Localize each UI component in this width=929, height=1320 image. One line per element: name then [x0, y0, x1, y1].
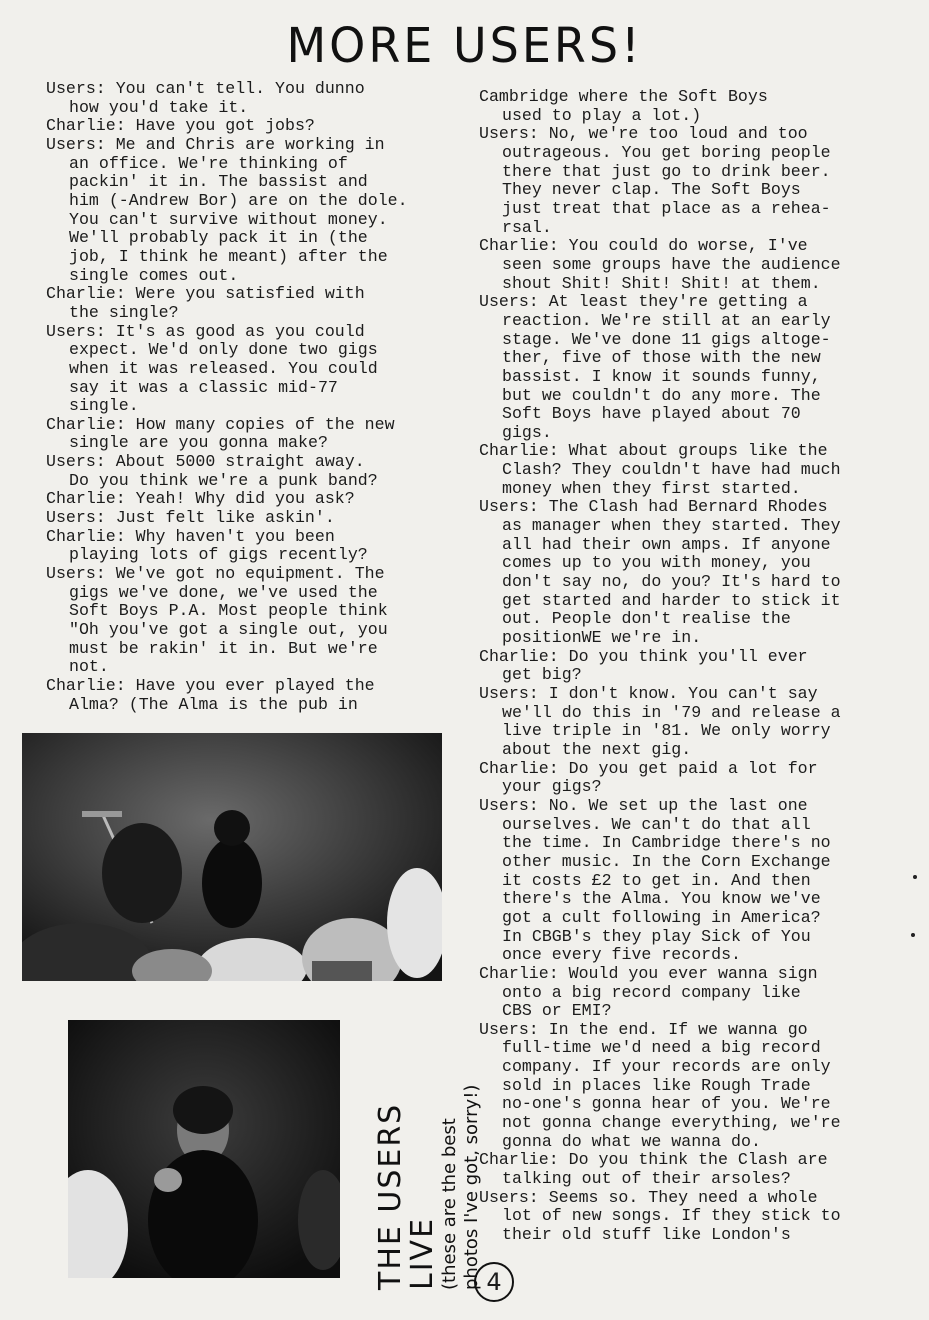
interview-paragraph: Users: I don't know. You can't say we'll do this in '79 and release a live triple in '81. We only worry about the next gig.: [479, 684, 841, 759]
interview-paragraph: Charlie: Were you satisfied with the single?: [46, 284, 365, 322]
interview-paragraph: Charlie: Do you think the Clash are talking out of their arsoles?: [479, 1150, 828, 1189]
interview-column-right: [479, 88, 899, 1245]
interview-paragraph: Users: Just felt like askin'.: [46, 508, 335, 528]
interview-paragraph: Users: No. We set up the last one ourselves. We can't do that all the time. In Cambridge there's no other music. In the Corn Exchange it costs £2 to get in. And then there's the Alma. You know we've got a cult following in America? In CBGB's they play Sick of You once every five records.: [479, 795, 831, 965]
interview-column-left: [46, 80, 466, 714]
caption-sub-line-1: (these are the best: [439, 1118, 460, 1290]
margin-mark: [911, 933, 915, 937]
interview-paragraph: Users: We've got no equipment. The gigs we've done, we've used the Soft Boys P.A. Most people think "Oh you've got a single out, you must be rakin' it in. But we're not.: [46, 564, 388, 677]
interview-paragraph: Charlie: How many copies of the new single are you gonna make?: [46, 414, 395, 453]
interview-paragraph: Users: Me and Chris are working in an office. We're thinking of packin' it in. The bassist and him (-Andrew Bor) are on the dole. You can't survive without money. We'll probably pack it in (the job, I think he meant) after the single comes out.: [46, 134, 408, 285]
margin-mark: [913, 875, 917, 879]
interview-paragraph: Users: No, we're too loud and too outrageous. You get boring people there that just go to drink beer. They never clap. The Soft Boys just treat that place as a rehea- rsal.: [479, 124, 831, 237]
band-live-photo-2: [68, 1020, 340, 1278]
interview-paragraph: Users: It's as good as you could expect. We'd only done two gigs when it was released. You could say it was a classic mid-77 single.: [46, 321, 378, 416]
interview-paragraph: Users: At least they're getting a reaction. We're still at an early stage. We've done 11 gigs altoge- ther, five of those with the new bassist. I know it sounds funny, but we couldn't do any more. The Soft Boys have played about 70 gigs.: [479, 292, 831, 442]
interview-paragraph: Charlie: You could do worse, I've seen some groups have the audience shout Shit! Shit! Shit! at them.: [479, 236, 841, 293]
interview-paragraph: Charlie: Do you get paid a lot for your gigs?: [479, 758, 818, 797]
interview-paragraph: Charlie: Have you ever played the Alma? (The Alma is the pub in: [46, 676, 375, 714]
interview-paragraph: Users: Seems so. They need a whole lot of new songs. If they stick to their old stuff like London's: [479, 1187, 841, 1245]
interview-paragraph: Charlie: What about groups like the Clash? They couldn't have had much money when they first started.: [479, 441, 841, 498]
interview-paragraph: Charlie: Do you think you'll ever get big?: [479, 646, 808, 685]
interview-paragraph: Charlie: Would you ever wanna sign onto a big record company like CBS or EMI?: [479, 963, 818, 1021]
interview-paragraph: Cambridge where the Soft Boys used to play a lot.): [479, 87, 768, 125]
band-live-photo-1: [22, 733, 442, 981]
interview-paragraph: Charlie: Have you got jobs?: [46, 116, 315, 136]
interview-paragraph: Charlie: Yeah! Why did you ask?: [46, 489, 355, 509]
interview-paragraph: Users: In the end. If we wanna go full-time we'd need a big record company. If your records are only sold in places like Rough Trade no-one's gonna hear of you. We're not gonna change everything, we're gonna do what we wanna do.: [479, 1019, 841, 1151]
interview-paragraph: Charlie: Why haven't you been playing lots of gigs recently?: [46, 526, 368, 565]
interview-paragraph: Users: The Clash had Bernard Rhodes as manager when they started. They all had their own amps. If anyone comes up to you with money, you don't say no, do you? It's hard to get started and harder to stick it out. People don't realise the positionWE we're in.: [479, 497, 841, 648]
interview-paragraph: Users: You can't tell. You dunno how you'd take it.: [46, 79, 365, 117]
caption-sub-line-2: photos I've got, sorry!): [461, 1084, 482, 1290]
photo-caption: [375, 1030, 483, 1290]
caption-main: THE USERS LIVE: [373, 1102, 440, 1290]
page-title: MORE USERS!: [286, 16, 643, 74]
interview-paragraph: Users: About 5000 straight away. Do you think we're a punk band?: [46, 452, 378, 490]
page-number: 4: [474, 1262, 514, 1302]
